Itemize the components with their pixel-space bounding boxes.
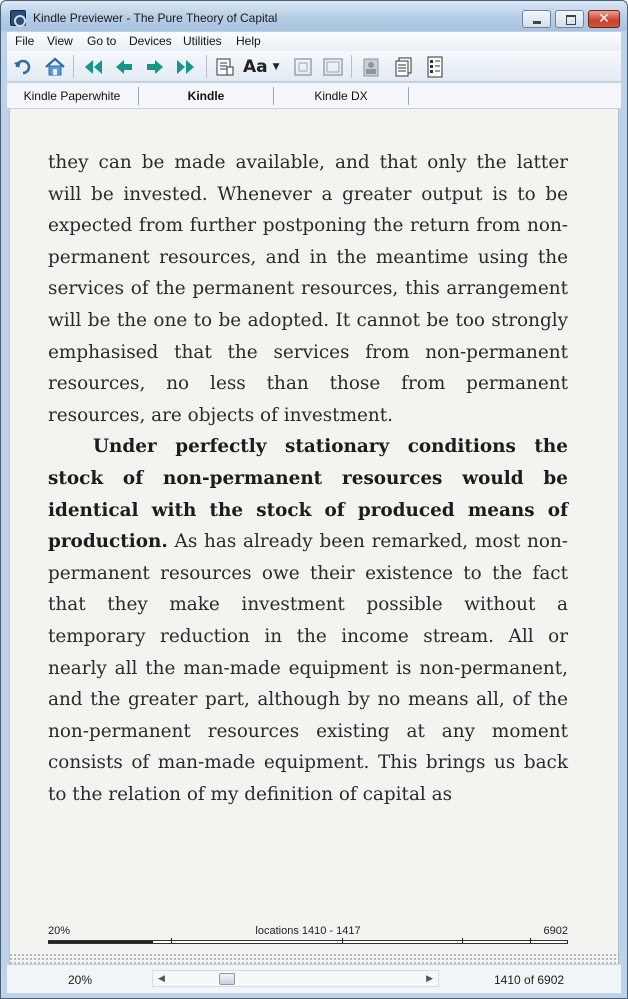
menu-utilities[interactable]: Utilities (183, 34, 222, 48)
progress-locations: locations 1410 - 1417 (255, 925, 361, 937)
chapter-tick (462, 938, 463, 943)
status-percent: 20% (68, 973, 93, 987)
pages-icon (393, 57, 413, 77)
pages-list-button[interactable] (423, 55, 447, 78)
paragraph-continuation: As has already been remarked, most non-permanent resources owe their existence to the fact that they make investment possible without a temporary reduction in the income stream. All or nearly all the man-made equipment is non-permanent, and the greater part, although by no means all, of the non-permanent resources existing at any moment consists of man-made equipment. This brings us back to the relation of my definition of capital as (48, 531, 568, 805)
menu-help[interactable]: Help (236, 34, 261, 48)
font-size-icon: Aa (243, 56, 268, 77)
status-bar (7, 964, 621, 993)
pages-list-icon (425, 56, 445, 78)
cover-button[interactable] (359, 55, 383, 78)
device-tabs (7, 83, 621, 109)
scroll-right-icon[interactable]: ▶ (426, 973, 433, 983)
last-page-button[interactable] (174, 55, 198, 78)
title-bar[interactable] (1, 1, 627, 31)
scroll-thumb[interactable] (219, 973, 235, 985)
tab-divider (408, 87, 409, 105)
location-scrollbar[interactable] (152, 970, 439, 987)
progress-total: 6902 (543, 925, 568, 937)
paragraph (48, 431, 568, 810)
close-button[interactable] (588, 10, 620, 28)
next-page-button[interactable] (143, 55, 167, 78)
toc-icon (215, 57, 235, 77)
menu-go-to[interactable]: Go to (87, 34, 117, 48)
menu-file[interactable]: File (15, 34, 35, 48)
menu-view[interactable]: View (47, 34, 73, 48)
pages-button[interactable] (391, 55, 415, 78)
back-button[interactable] (11, 55, 35, 78)
home-icon (44, 57, 66, 77)
tab-kindle-dx[interactable]: Kindle DX (314, 89, 368, 103)
chapter-tick (530, 938, 531, 943)
chapter-tick (342, 938, 343, 943)
reading-progress-fill (49, 941, 153, 943)
book-page[interactable] (9, 109, 619, 964)
toolbar-separator (206, 55, 207, 78)
toolbar-separator (73, 55, 74, 78)
bold-sentence: Under perfectly stationary conditions the stock of non-permanent resources would be identical with the stock of produced means of production. (48, 436, 568, 553)
status-location: 1410 of 6902 (494, 973, 565, 987)
toolbar (7, 51, 621, 82)
full-page-button[interactable] (321, 55, 345, 78)
resize-grip[interactable] (9, 953, 619, 964)
cover-icon (361, 57, 381, 77)
first-page-icon (82, 58, 104, 76)
menu-bar (7, 32, 621, 51)
next-page-icon (145, 58, 165, 76)
chapter-tick (171, 938, 172, 943)
last-page-icon (175, 58, 197, 76)
back-icon (13, 58, 33, 76)
page-text (48, 147, 568, 810)
first-page-button[interactable] (81, 55, 105, 78)
menu-devices[interactable]: Devices (129, 34, 172, 48)
fit-page-button[interactable] (291, 55, 315, 78)
full-page-icon (322, 57, 344, 77)
window-title: Kindle Previewer - The Pure Theory of Capital (33, 11, 278, 25)
maximize-button[interactable] (555, 10, 584, 28)
close-icon: ✕ (598, 11, 610, 27)
paragraph: they can be made available, and that only the latter will be invested. Whenever a greater output is to be expected from further postponing the return from non-permanent resources, and in the meantime using the services of the permanent resources, this arrangement will be the one to be adopted. It cannot be too strongly emphasised that the services from non-permanent resources, no less than those from permanent resources, are objects of investment. (48, 152, 568, 426)
tab-kindle-paperwhite[interactable]: Kindle Paperwhite (23, 89, 121, 103)
toolbar-separator (351, 55, 352, 78)
minimize-button[interactable] (522, 10, 551, 28)
font-size-button[interactable] (243, 55, 287, 78)
reading-progress-bar (48, 940, 568, 944)
table-of-contents-button[interactable] (213, 55, 237, 78)
chevron-down-icon: ▼ (272, 61, 280, 72)
scroll-left-icon[interactable]: ◀ (158, 973, 165, 983)
progress-percent: 20% (48, 925, 71, 937)
home-button[interactable] (43, 55, 67, 78)
previous-page-button[interactable] (112, 55, 136, 78)
kindle-previewer-app-icon (10, 10, 26, 26)
tab-kindle[interactable]: Kindle (187, 89, 225, 103)
fit-page-icon (293, 57, 313, 77)
prev-page-icon (114, 58, 134, 76)
